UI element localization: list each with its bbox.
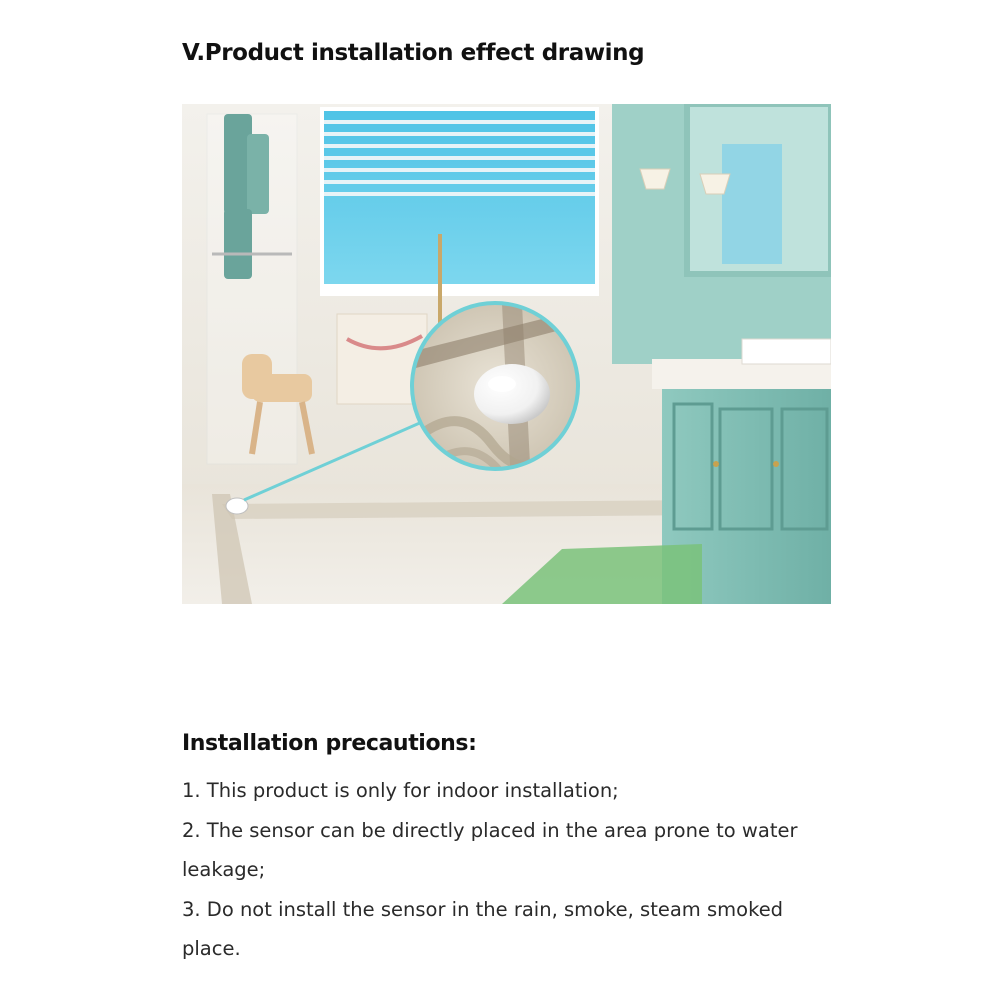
list-item: 2. The sensor can be directly placed in the area prone to water leakage;	[182, 818, 798, 882]
list-item: 3. Do not install the sensor in the rain, smoke, steam smoked place.	[182, 897, 784, 961]
precautions-list	[182, 771, 842, 969]
section-heading: V.Product installation effect drawing	[182, 40, 645, 66]
list-item: 1. This product is only for indoor installation;	[182, 779, 619, 802]
precautions-title: Installation precautions:	[182, 731, 477, 756]
installation-photo	[182, 104, 831, 604]
